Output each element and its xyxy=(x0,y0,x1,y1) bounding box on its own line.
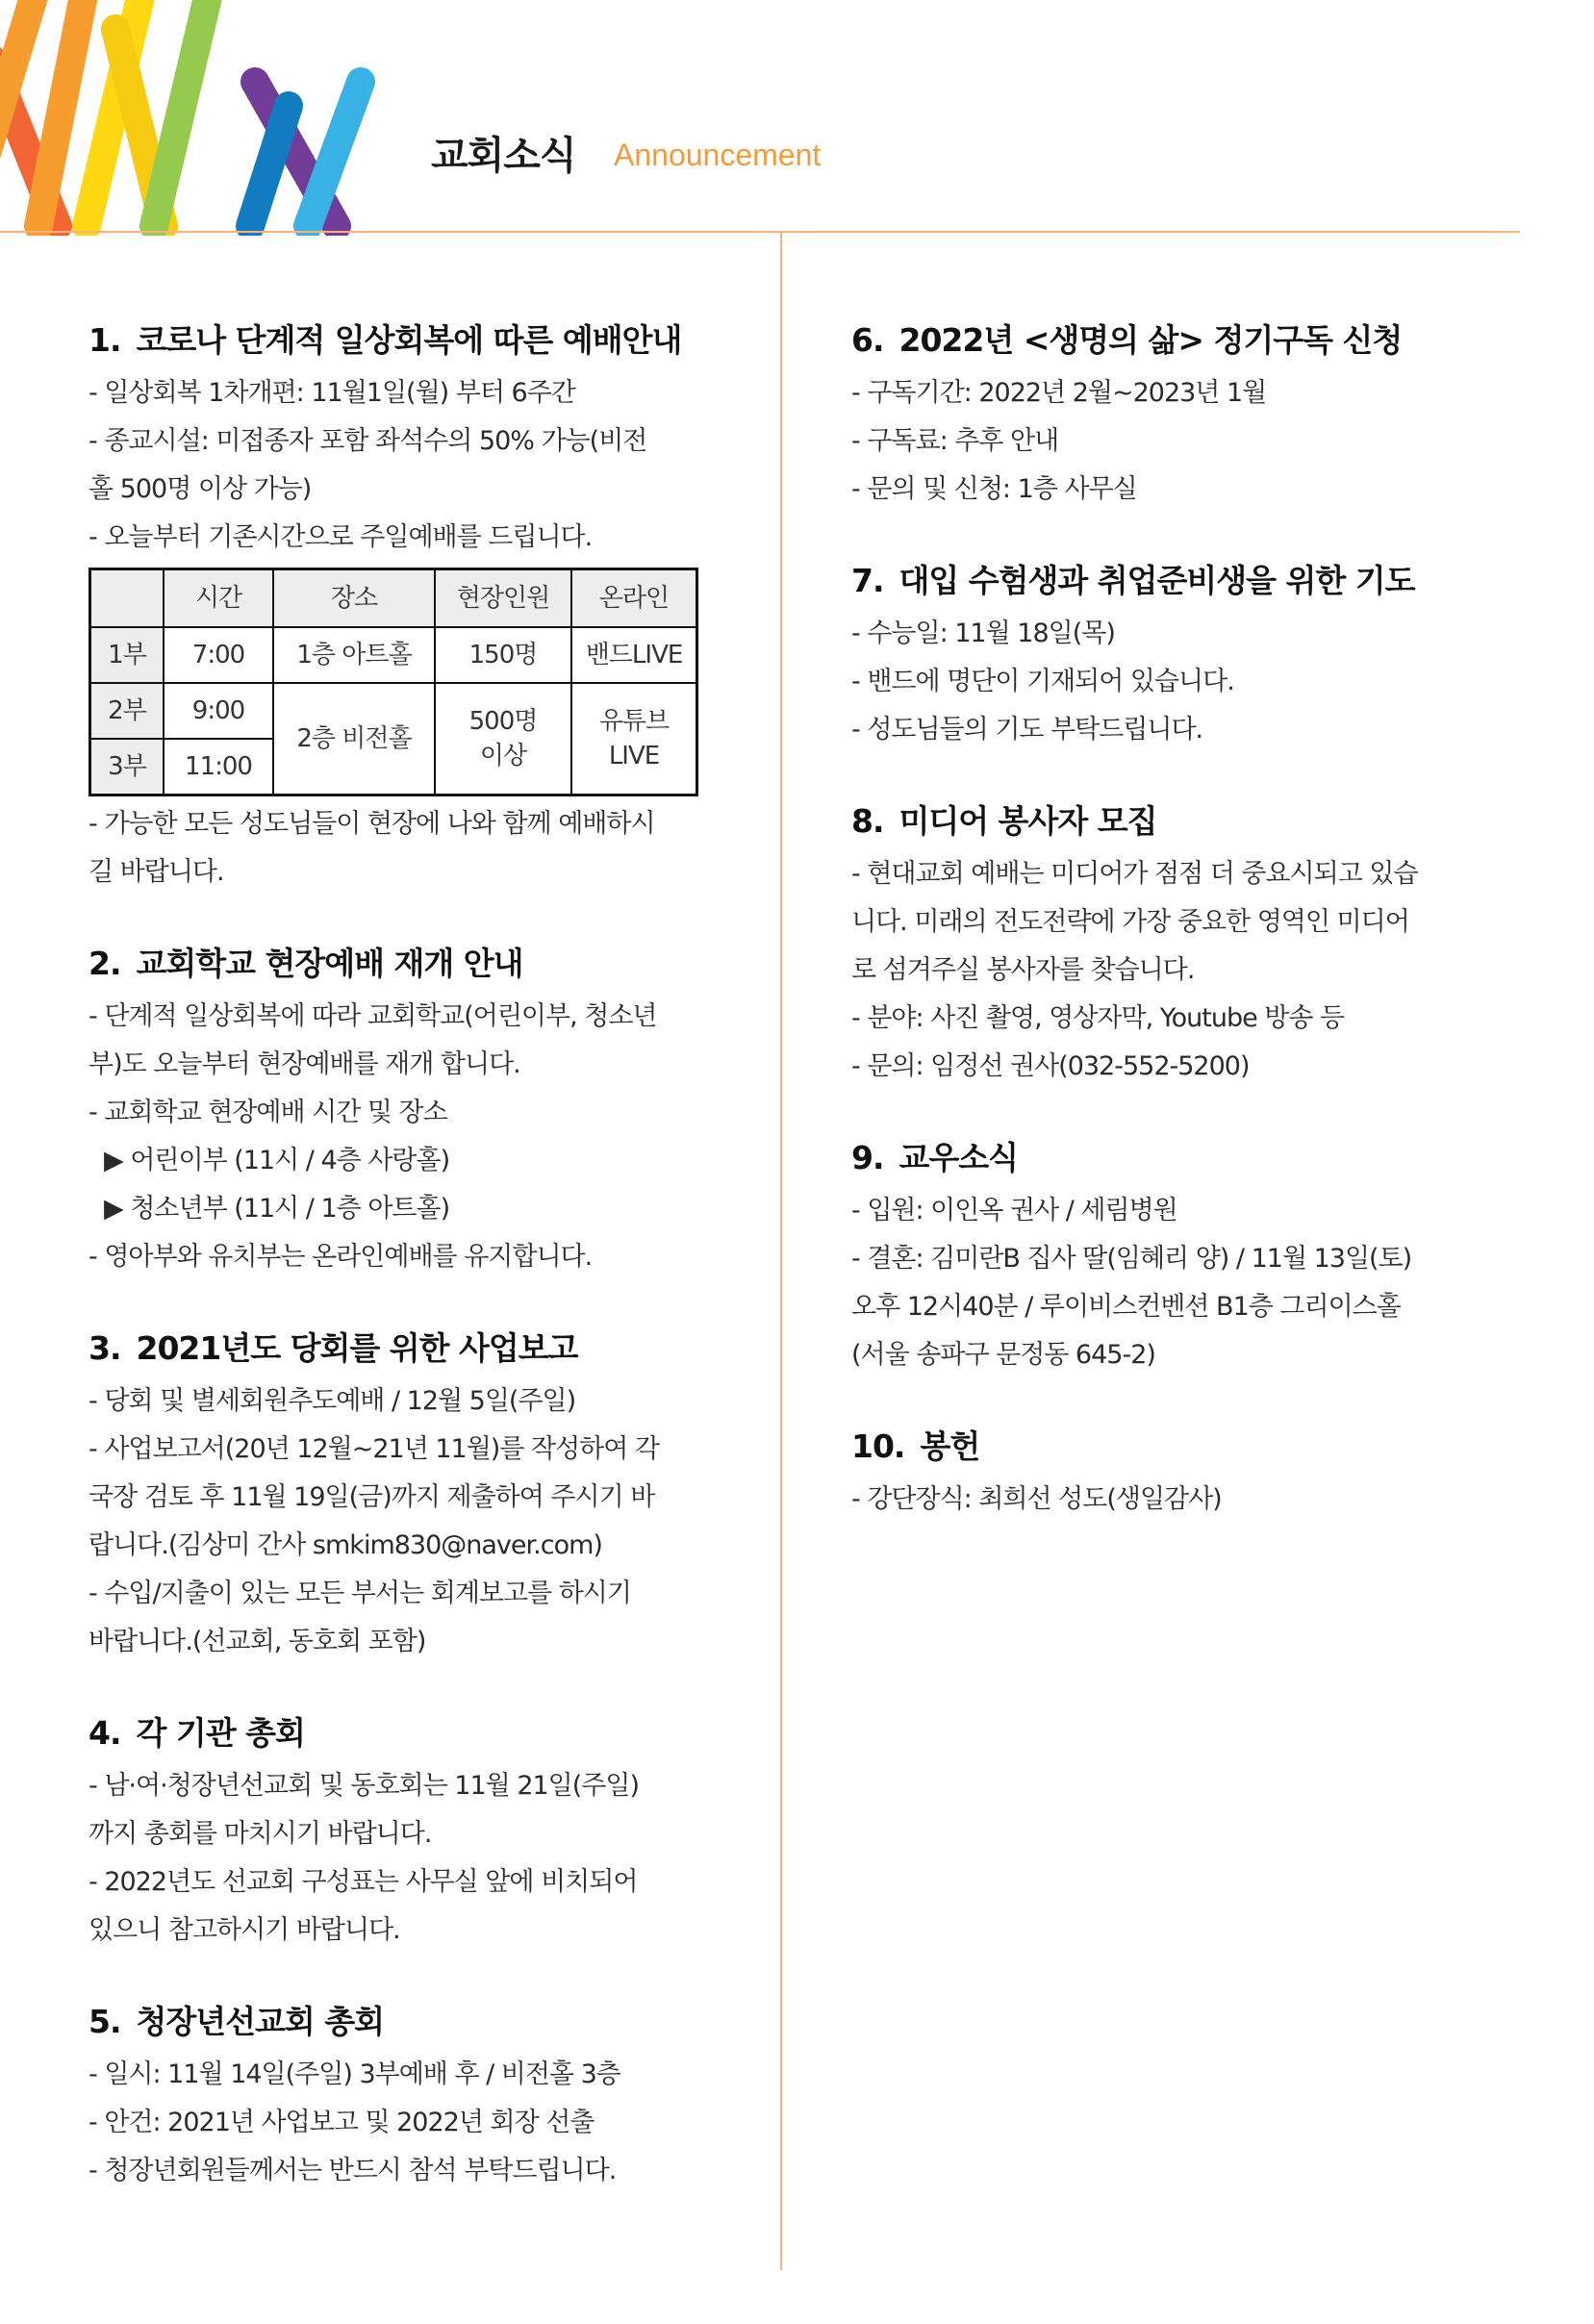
text-line: 까지 총회를 마치시기 바랍니다. xyxy=(89,1819,432,1849)
table-cell: 7:00 xyxy=(164,627,273,683)
section-title xyxy=(851,316,1486,366)
text-line: (서울 송파구 문정동 645-2) xyxy=(851,1340,1155,1370)
text-line: ▶ 청소년부 (11시 / 1층 아트홀) xyxy=(104,1194,450,1224)
header-divider xyxy=(0,231,1520,233)
text-line: - 영아부와 유치부는 온라인예배를 유지합니다. xyxy=(89,1242,593,1272)
section-media-volunteer xyxy=(851,796,1486,1091)
right-column xyxy=(851,316,1486,1566)
table-header-cell: 온라인 xyxy=(571,569,697,628)
text-line: - 안건: 2021년 사업보고 및 2022년 회장 선출 xyxy=(89,2108,595,2137)
table-header-cell: 장소 xyxy=(273,569,435,628)
section-number: 8. xyxy=(851,802,884,840)
left-column xyxy=(89,316,723,2237)
section-number: 9. xyxy=(851,1139,884,1176)
page-subtitle: Announcement xyxy=(614,138,822,172)
text-line: - 밴드에 명단이 기재되어 있습니다. xyxy=(851,667,1234,696)
section-title xyxy=(89,1708,723,1758)
text-line: - 남·여·청장년선교회 및 동호회는 11월 21일(주일) xyxy=(89,1771,639,1801)
table-header-cell: 현장인원 xyxy=(435,569,571,628)
text-line: - 단계적 일상회복에 따라 교회학교(어린이부, 청소년 xyxy=(89,1001,657,1031)
text-line: 국장 검토 후 11월 19일(금)까지 제출하여 주시기 바 xyxy=(89,1482,655,1512)
text-line: 로 섬겨주실 봉사자를 찾습니다. xyxy=(851,955,1195,985)
section-church-school xyxy=(89,939,723,1281)
section-title xyxy=(851,796,1486,846)
section-title-text: 코로나 단계적 일상회복에 따른 예배안내 xyxy=(136,321,682,359)
section-business-report xyxy=(89,1324,723,1666)
section-title xyxy=(851,1133,1486,1183)
section-prayer xyxy=(851,556,1486,754)
table-header-cell xyxy=(90,569,164,628)
section-title-text: 각 기관 총회 xyxy=(136,1714,305,1752)
section-title-text: 청장년선교회 총회 xyxy=(136,2003,385,2040)
section-title xyxy=(89,1997,723,2047)
table-cell xyxy=(435,683,571,796)
table-header-cell: 시간 xyxy=(164,569,273,628)
text-line: - 청장년회원들께서는 반드시 참석 부탁드립니다. xyxy=(89,2156,617,2185)
text-line: - 2022년도 선교회 구성표는 사무실 앞에 비치되어 xyxy=(89,1867,638,1897)
text-line: - 오늘부터 기존시간으로 주일예배를 드립니다. xyxy=(89,522,593,552)
table-cell: 9:00 xyxy=(164,683,273,739)
text-line: 길 바랍니다. xyxy=(89,857,224,887)
table-cell: 2부 xyxy=(90,683,164,739)
text-line: - 입원: 이인옥 권사 / 세림병원 xyxy=(851,1196,1177,1225)
text-line: - 사업보고서(20년 12월~21년 11월)를 작성하여 각 xyxy=(89,1434,660,1464)
text-line: 부)도 오늘부터 현장예배를 재개 합니다. xyxy=(89,1049,520,1079)
section-member-news xyxy=(851,1133,1486,1379)
text-line: - 결혼: 김미란B 집사 딸(임혜리 양) / 11월 13일(토) xyxy=(851,1244,1412,1274)
text-line: - 가능한 모든 성도님들이 현장에 나와 함께 예배하시 xyxy=(89,809,655,839)
text-line: 랍니다.(김상미 간사 smkim830@naver.com) xyxy=(89,1530,602,1560)
text-line: - 일시: 11월 14일(주일) 3부예배 후 / 비전홀 3층 xyxy=(89,2059,620,2089)
text-line: - 구독기간: 2022년 2월~2023년 1월 xyxy=(851,378,1267,408)
table-cell: 1층 아트홀 xyxy=(273,627,435,683)
cell-line: 유튜브 xyxy=(598,707,670,736)
section-youth-assembly xyxy=(89,1997,723,2195)
section-offering xyxy=(851,1422,1486,1524)
text-line: - 분야: 사진 촬영, 영상자막, Youtube 방송 등 xyxy=(851,1003,1345,1033)
church-logo xyxy=(0,0,404,236)
section-title xyxy=(89,316,723,366)
text-line: - 당회 및 별세회원추도예배 / 12월 5일(주일) xyxy=(89,1386,576,1416)
section-title xyxy=(89,1324,723,1374)
cell-line: 이상 xyxy=(479,742,527,770)
text-line: - 현대교회 예배는 미디어가 점점 더 중요시되고 있습 xyxy=(851,859,1418,889)
table-cell: 2층 비전홀 xyxy=(273,683,435,796)
section-number: 2. xyxy=(89,945,121,982)
section-number: 7. xyxy=(851,562,884,599)
text-line: - 구독료: 추후 안내 xyxy=(851,426,1059,456)
section-general-assembly xyxy=(89,1708,723,1955)
table-cell: 11:00 xyxy=(164,739,273,796)
service-schedule-table xyxy=(89,568,698,796)
text-line: - 강단장식: 최희선 성도(생일감사) xyxy=(851,1484,1222,1514)
table-cell: 3부 xyxy=(90,739,164,796)
section-title-text: 미디어 봉사자 모집 xyxy=(898,802,1157,840)
text-line: - 일상회복 1차개편: 11월1일(월) 부터 6주간 xyxy=(89,378,575,408)
text-line: 니다. 미래의 전도전략에 가장 중요한 영역인 미디어 xyxy=(851,907,1409,937)
section-title-text: 교회학교 현장예배 재개 안내 xyxy=(136,945,523,982)
text-line: 홀 500명 이상 가능) xyxy=(89,474,312,504)
column-divider xyxy=(780,231,782,2270)
table-cell: 150명 xyxy=(435,627,571,683)
cell-line: LIVE xyxy=(608,742,660,770)
section-title-text: 2021년도 당회를 위한 사업보고 xyxy=(136,1329,578,1367)
section-number: 1. xyxy=(89,321,121,359)
section-title xyxy=(89,939,723,989)
section-number: 10. xyxy=(851,1427,905,1465)
section-number: 6. xyxy=(851,321,884,359)
text-line: 있으니 참고하시기 바랍니다. xyxy=(89,1915,400,1945)
table-row xyxy=(90,627,697,683)
section-title-text: 교우소식 xyxy=(898,1139,1019,1176)
text-line: - 문의 및 신청: 1층 사무실 xyxy=(851,474,1137,504)
text-line: - 수능일: 11월 18일(목) xyxy=(851,619,1115,648)
table-cell: 1부 xyxy=(90,627,164,683)
section-subscription xyxy=(851,316,1486,514)
cell-line: 500명 xyxy=(468,707,538,736)
text-line: - 성도님들의 기도 부탁드립니다. xyxy=(851,715,1203,745)
text-line: - 문의: 임정선 권사(032-552-5200) xyxy=(851,1051,1250,1081)
section-title-text: 대입 수험생과 취업준비생을 위한 기도 xyxy=(898,562,1415,599)
text-line: - 종교시설: 미접종자 포함 좌석수의 50% 가능(비전 xyxy=(89,426,647,456)
text-line: - 교회학교 현장예배 시간 및 장소 xyxy=(89,1098,447,1127)
section-title xyxy=(851,556,1486,606)
section-number: 5. xyxy=(89,2003,121,2040)
section-covid-worship xyxy=(89,316,723,897)
section-title xyxy=(851,1422,1486,1472)
text-line: ▶ 어린이부 (11시 / 4층 사랑홀) xyxy=(104,1146,450,1175)
section-number: 4. xyxy=(89,1714,121,1752)
text-line: 오후 12시40분 / 루이비스컨벤션 B1층 그리이스홀 xyxy=(851,1292,1401,1322)
text-line: 바랍니다.(선교회, 동호회 포함) xyxy=(89,1627,426,1656)
page-title: 교회소식 xyxy=(431,134,576,178)
section-title-text: 2022년 <생명의 삶> 정기구독 신청 xyxy=(898,321,1403,359)
table-header-row xyxy=(90,569,697,628)
section-number: 3. xyxy=(89,1329,121,1367)
table-cell xyxy=(571,683,697,796)
text-line: - 수입/지출이 있는 모든 부서는 회계보고를 하시기 xyxy=(89,1579,631,1608)
table-row xyxy=(90,683,697,739)
section-title-text: 봉헌 xyxy=(920,1427,980,1465)
table-cell: 밴드LIVE xyxy=(571,627,697,683)
